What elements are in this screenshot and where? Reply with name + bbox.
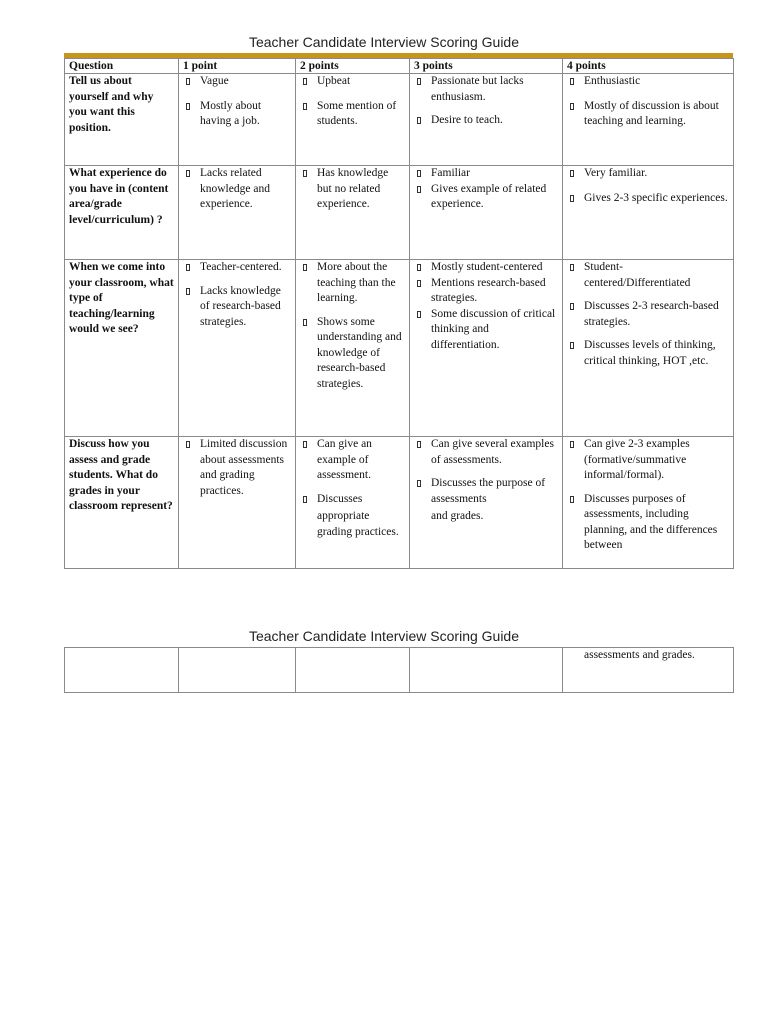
- list-item: Teacher-centered.: [200, 261, 282, 273]
- checkbox-bullet-icon: [186, 264, 190, 271]
- list-item: Mostly of discussion is about teaching and learning.: [584, 99, 719, 127]
- header-4-points: 4 points: [563, 59, 734, 74]
- list-item: Limited discussion about assessments and grading practices.: [200, 438, 288, 497]
- checkbox-bullet-icon: [186, 288, 190, 295]
- score-cell-3: [410, 648, 563, 693]
- list-item: Upbeat: [317, 75, 351, 87]
- table-row: [65, 260, 734, 437]
- list-item: Very familiar.: [584, 167, 648, 179]
- score-cell-2: [296, 260, 410, 437]
- list-item-continuation: and grades.: [431, 510, 484, 522]
- checkbox-bullet-icon: [303, 170, 307, 177]
- checkbox-bullet-icon: [186, 170, 190, 177]
- list-item: Mentions research-based strategies.: [431, 276, 546, 304]
- checkbox-bullet-icon: [570, 441, 574, 448]
- question-cell: [65, 648, 179, 693]
- score-cell-1: [179, 648, 296, 693]
- checkbox-bullet-icon: [303, 264, 307, 271]
- list-item-continuation: appropriate grading practices.: [317, 510, 399, 538]
- table-row: [65, 166, 734, 260]
- list-item: Has knowledge but no related experience.: [317, 167, 389, 210]
- checkbox-bullet-icon: [417, 186, 421, 193]
- list-item: Gives example of related experience.: [431, 182, 547, 210]
- list-item: Can give several examples of assessments.: [431, 438, 554, 466]
- score-cell-3: [410, 437, 563, 569]
- checkbox-bullet-icon: [186, 103, 190, 110]
- checkbox-bullet-icon: [570, 103, 574, 110]
- table-row: [65, 648, 734, 693]
- checkbox-bullet-icon: [303, 441, 307, 448]
- header-3-points: 3 points: [410, 59, 563, 74]
- table-row: [65, 74, 734, 166]
- checkbox-bullet-icon: [570, 170, 574, 177]
- score-cell-3: [410, 166, 563, 260]
- list-item: Discusses 2-3 research-based strategies.: [584, 300, 719, 328]
- score-cell-4: [563, 437, 734, 569]
- checkbox-bullet-icon: [186, 441, 190, 448]
- list-item: Discusses: [317, 492, 363, 505]
- checkbox-bullet-icon: [303, 78, 307, 85]
- list-item: Can give 2-3 examples (formative/summative informal/formal).: [584, 438, 690, 481]
- question-cell: What experience do you have in (content area/grade level/curriculum) ?: [65, 166, 179, 260]
- checkbox-bullet-icon: [303, 496, 307, 503]
- score-cell-2: [296, 648, 410, 693]
- score-cell-1: [179, 74, 296, 166]
- score-cell-4: [563, 166, 734, 260]
- checkbox-bullet-icon: [417, 280, 421, 287]
- checkbox-bullet-icon: [417, 78, 421, 85]
- scoring-rubric-table-continuation: [64, 647, 734, 693]
- score-cell-1: [179, 437, 296, 569]
- checkbox-bullet-icon: [570, 264, 574, 271]
- list-item: Discusses levels of thinking, critical thinking, HOT ,etc.: [584, 339, 716, 367]
- checkbox-bullet-icon: [570, 342, 574, 349]
- score-cell-4: [563, 74, 734, 166]
- list-item: Mostly about having a job.: [200, 99, 262, 127]
- header-row: [65, 59, 734, 74]
- checkbox-bullet-icon: [417, 117, 421, 124]
- score-cell-4: [563, 648, 734, 693]
- score-cell-1: [179, 166, 296, 260]
- page-title: Teacher Candidate Interview Scoring Guide: [248, 34, 520, 50]
- checkbox-bullet-icon: [570, 195, 574, 202]
- page-title-repeated: Teacher Candidate Interview Scoring Guide: [248, 628, 520, 644]
- question-cell: Tell us about yourself and why you want this position.: [65, 74, 179, 166]
- scoring-rubric-table: [64, 58, 734, 569]
- checkbox-bullet-icon: [417, 264, 421, 271]
- question-cell: When we come into your classroom, what type of teaching/learning would we see?: [65, 260, 179, 437]
- list-item: Discusses the purpose of assessments: [431, 477, 546, 505]
- score-cell-2: [296, 166, 410, 260]
- list-item: Lacks related knowledge and experience.: [200, 167, 270, 210]
- list-item: Lacks knowledge of research-based strategies.: [200, 284, 281, 328]
- checkbox-bullet-icon: [186, 78, 190, 85]
- list-item: Some mention of students.: [317, 99, 397, 127]
- list-item: Shows some understanding and knowledge of research-based strategies.: [317, 315, 402, 390]
- question-cell: Discuss how you assess and grade students. What do grades in your classroom represent?: [65, 437, 179, 569]
- list-item: Student-centered/Differentiated: [584, 261, 691, 289]
- list-item: Desire to teach.: [431, 114, 503, 126]
- score-cell-1: [179, 260, 296, 437]
- list-item: Gives 2-3 specific experiences.: [584, 191, 728, 204]
- checkbox-bullet-icon: [417, 480, 421, 487]
- score-cell-3: [410, 260, 563, 437]
- list-item: Some discussion of critical thinking and differentiation.: [431, 307, 556, 351]
- checkbox-bullet-icon: [303, 319, 307, 326]
- list-item-continuation: assessments and grades.: [584, 649, 695, 661]
- score-cell-3: [410, 74, 563, 166]
- header-2-points: 2 points: [296, 59, 410, 74]
- list-item: Mostly student-centered: [431, 261, 543, 273]
- checkbox-bullet-icon: [303, 103, 307, 110]
- header-1-point: 1 point: [179, 59, 296, 74]
- checkbox-bullet-icon: [570, 496, 574, 503]
- checkbox-bullet-icon: [417, 441, 421, 448]
- list-item: Enthusiastic: [584, 75, 641, 87]
- list-item: Vague: [200, 75, 229, 87]
- checkbox-bullet-icon: [570, 303, 574, 310]
- table-row: [65, 437, 734, 569]
- header-question: Question: [65, 59, 179, 74]
- list-item: Can give an example of assessment.: [317, 438, 372, 481]
- list-item: Discusses purposes of assessments, including planning, and the differences between: [584, 492, 718, 551]
- checkbox-bullet-icon: [417, 311, 421, 318]
- score-cell-4: [563, 260, 734, 437]
- list-item: More about the teaching than the learning.: [317, 261, 396, 304]
- score-cell-2: [296, 437, 410, 569]
- checkbox-bullet-icon: [417, 170, 421, 177]
- score-cell-2: [296, 74, 410, 166]
- checkbox-bullet-icon: [570, 78, 574, 85]
- list-item: Familiar: [431, 167, 470, 179]
- list-item: Passionate but lacks enthusiasm.: [431, 75, 524, 103]
